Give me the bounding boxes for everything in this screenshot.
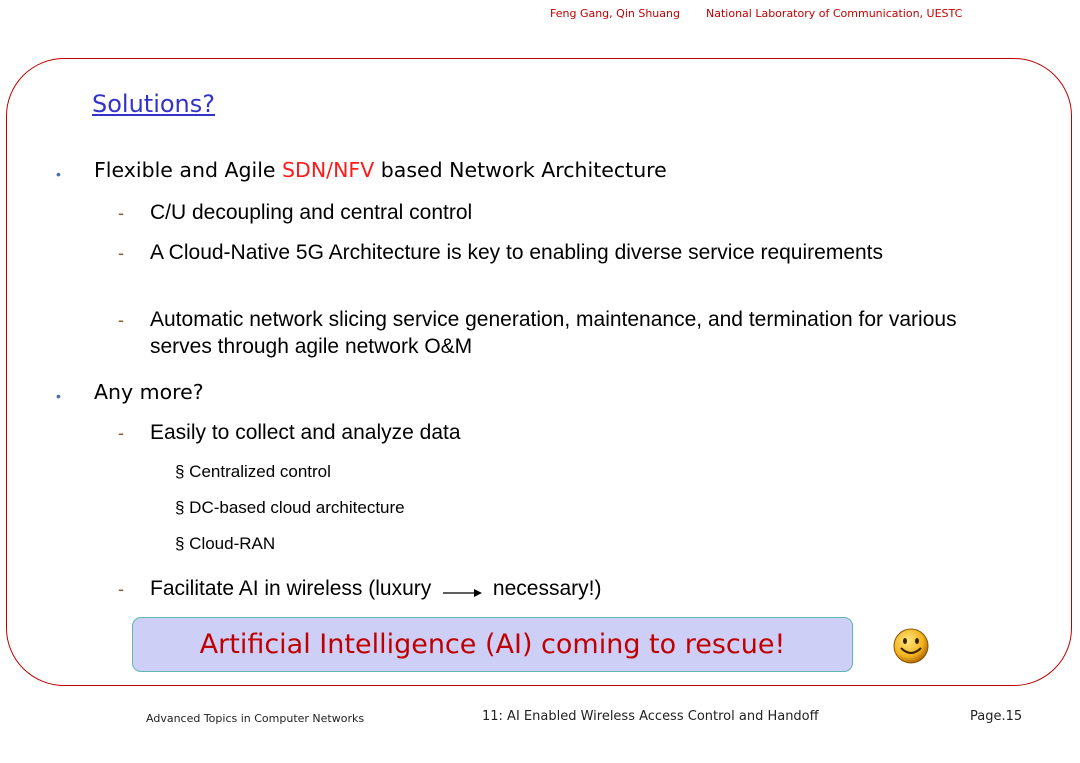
dash-marker: - [118,243,124,263]
item-facilitate-ai [150,575,1000,602]
sdn-nfv-highlight: SDN/NFV [282,158,375,182]
arrow-right-icon [441,584,483,598]
bullet-sdn-nfv [94,158,667,182]
dash-marker: - [118,423,124,443]
facilitate-ai-post: necessary!) [487,577,602,600]
item-collect-data: Easily to collect and analyze data [150,421,461,444]
sub-dc-cloud: § DC-based cloud architecture [175,498,405,517]
bullet-sdn-suffix: based Network Architecture [374,158,667,182]
item-cloud-native: A Cloud-Native 5G Architecture is key to enabling diverse service requirements [150,241,884,264]
bullet-dot: • [56,388,61,404]
sub-cloud-ran: § Cloud-RAN [175,534,276,553]
bullet-any-more: Any more? [94,380,204,404]
item-network-slicing: Automatic network slicing service generation, maintenance, and termination for various serves through agile network O&M [150,308,957,358]
ai-rescue-callout [132,617,853,672]
header-lab: National Laboratory of Communication, UESTC [706,7,963,20]
item-cu-decoupling: C/U decoupling and central control [150,201,473,224]
smiley-face-icon [891,626,931,666]
header-authors: Feng Gang, Qin Shuang [550,7,680,20]
facilitate-ai-pre: Facilitate AI in wireless (luxury [150,577,438,600]
dash-marker: - [118,310,124,330]
sub-centralized-control: § Centralized control [175,462,331,481]
bullet-dot: • [56,166,61,182]
footer-course: Advanced Topics in Computer Networks [146,712,365,725]
callout-text: Artificial Intelligence (AI) coming to rescue! [199,629,786,660]
slide-title: Solutions? [92,90,216,118]
dash-marker: - [118,203,124,223]
dash-marker: - [118,579,124,599]
bullet-sdn-prefix: Flexible and Agile [94,158,283,182]
footer-chapter: 11: AI Enabled Wireless Access Control and Handoff [482,709,819,724]
footer-page-number: Page.15 [970,709,1023,724]
